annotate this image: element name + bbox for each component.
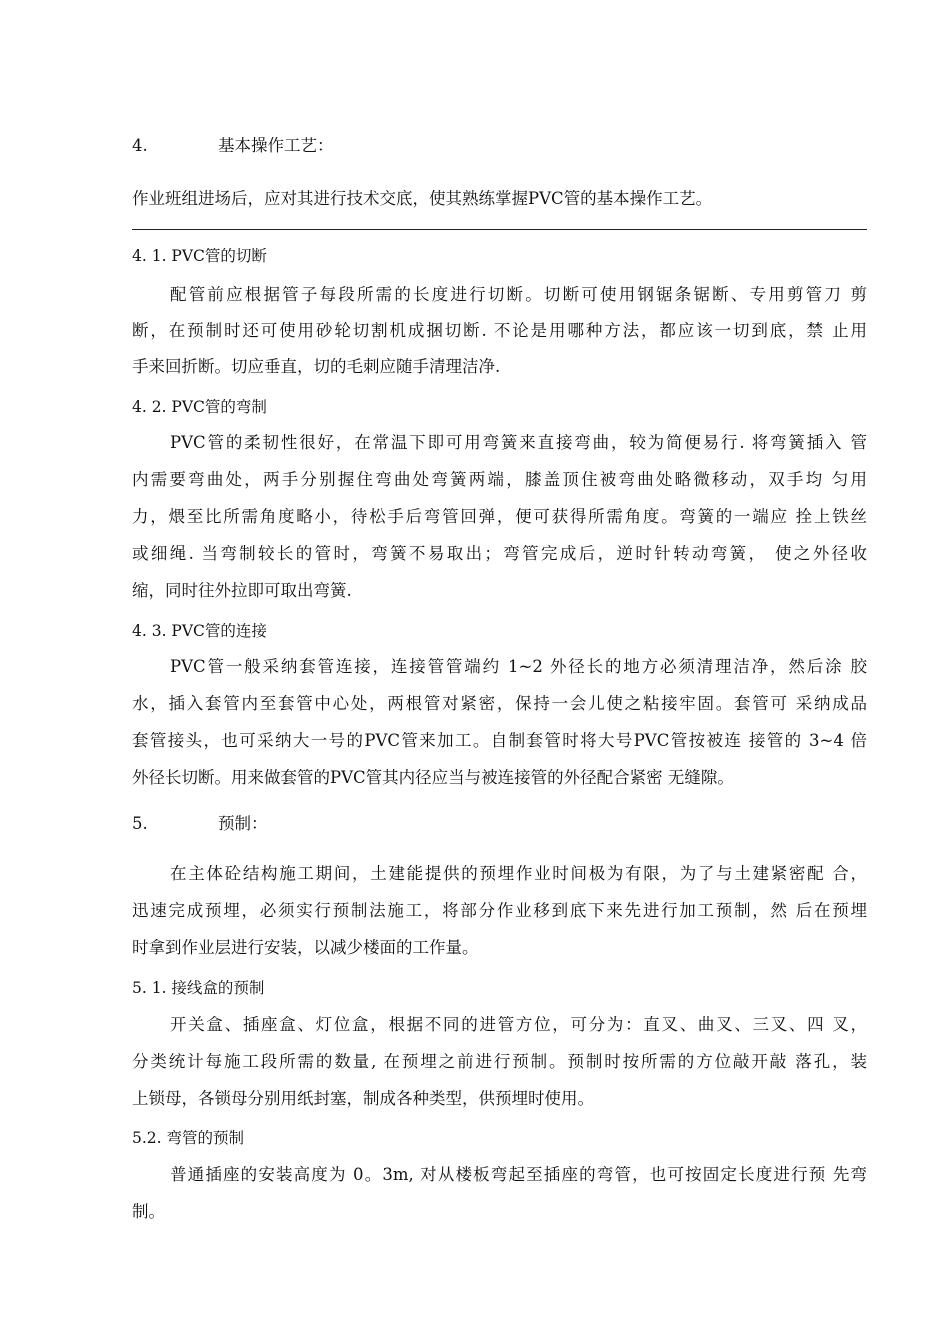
paragraph-line: 断，在预制时还可使用砂轮切割机成捆切断. 不论是用哪种方法，都应该一切到底，禁 止用 xyxy=(132,321,867,340)
paragraph-line: 内需要弯曲处，两手分别握住弯曲处弯簧两端，膝盖顶住被弯曲处略微移动，双手均 匀用 xyxy=(132,470,867,489)
paragraph-line: 上锁母，各锁母分别用纸封塞，制成各种类型，供预埋时使用。 xyxy=(132,1089,594,1108)
section-number: 5. xyxy=(132,814,148,833)
paragraph-line: 或细绳. 当弯制较长的管时，弯簧不易取出；弯管完成后，逆时针转动弯簧， 使之外径收 xyxy=(132,544,867,563)
paragraph-line: 套管接头，也可采纳大一号的PVC管来加工。自制套管时将大号PVC管按被连 接管的 3~4 倍 xyxy=(132,731,867,750)
section-4-intro: 作业班组进场后，应对其进行技术交底，使其熟练掌握PVC管的基本操作工艺。 xyxy=(132,189,713,208)
section-title: 基本操作工艺： xyxy=(218,136,334,155)
section-number: 4. xyxy=(132,136,148,155)
paragraph-line: 时拿到作业层进行安装，以减少楼面的工作量。 xyxy=(132,938,479,957)
paragraph-line: 配管前应根据管子每段所需的长度进行切断。切断可使用钢锯条锯断、专用剪管刀 剪 xyxy=(170,285,867,304)
paragraph-line: 水，插入套管内至套管中心处，两根管对紧密，保持一会儿使之粘接牢固。套管可 采纳成品 xyxy=(132,694,867,713)
paragraph-line: PVC管的柔韧性很好，在常温下即可用弯簧来直接弯曲，较为简便易行. 将弯簧插入 管 xyxy=(170,433,867,452)
paragraph-line: 分类统计每施工段所需的数量, 在预埋之前进行预制。预制时按所需的方位敲开敲 落孔，装 xyxy=(132,1052,867,1071)
subsection-5-2-heading: 5.2. 弯管的预制 xyxy=(132,1129,245,1147)
paragraph-line: 开关盒、插座盒、灯位盒，根据不同的进管方位，可分为：直叉、曲叉、三叉、四 叉， xyxy=(170,1015,867,1034)
subsection-4-2-heading: 4. 2. PVC管的弯制 xyxy=(132,398,267,416)
paragraph-line: 外径长切断。用来做套管的PVC管其内径应当与被连接管的外径配合紧密 无缝隙。 xyxy=(132,768,734,787)
paragraph-line: 缩，同时往外拉即可取出弯簧. xyxy=(132,581,352,600)
paragraph-line: 普通插座的安装高度为 0。3m, 对从楼板弯起至插座的弯管，也可按固定长度进行预 先弯 xyxy=(170,1165,867,1184)
paragraph-line: 在主体砼结构施工期间，土建能提供的预埋作业时间极为有限，为了与土建紧密配 合， xyxy=(170,864,867,883)
subsection-4-1-heading: 4. 1. PVC管的切断 xyxy=(132,247,267,265)
section-4-heading xyxy=(132,135,867,157)
paragraph-line: 制。 xyxy=(132,1202,165,1221)
paragraph-line: 力，煨至比所需角度略小，待松手后弯管回弹，便可获得所需角度。弯簧的一端应 拴上铁丝 xyxy=(132,507,867,526)
subsection-5-1-heading: 5. 1. 接线盒的预制 xyxy=(132,979,265,997)
horizontal-rule xyxy=(132,229,867,230)
section-5-heading xyxy=(132,813,867,835)
paragraph-line: 迅速完成预埋，必须实行预制法施工，将部分作业移到底下来先进行加工预制，然 后在预埋 xyxy=(132,901,867,920)
subsection-4-3-heading: 4. 3. PVC管的连接 xyxy=(132,622,267,640)
paragraph-line: 手来回折断。切应垂直，切的毛刺应随手清理洁净. xyxy=(132,357,501,376)
section-title: 预制： xyxy=(218,814,268,833)
paragraph-line: PVC管一般采纳套管连接，连接管管端约 1~2 外径长的地方必须清理洁净，然后涂 胶 xyxy=(170,657,867,676)
